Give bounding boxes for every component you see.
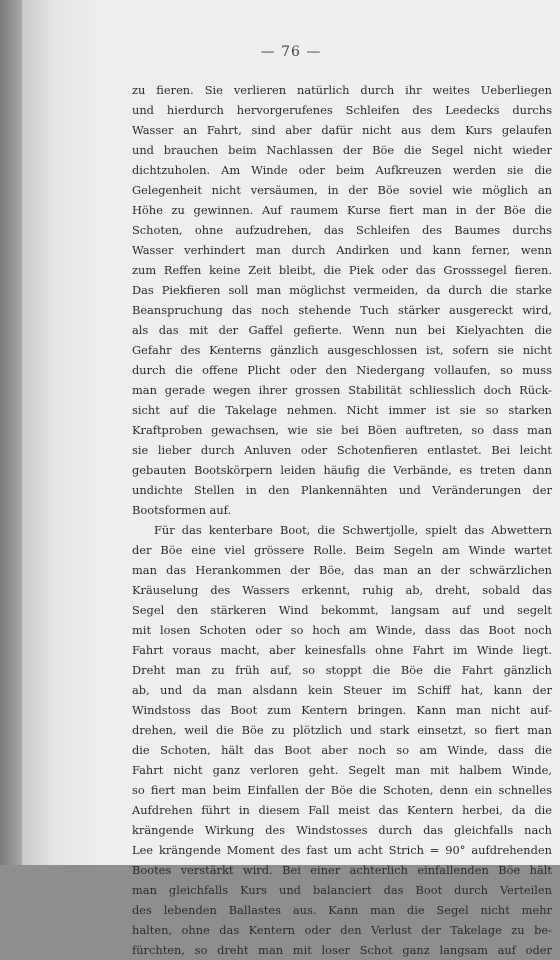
body-text [132,80,552,960]
text-line: Gelegenheit nicht versäumen, in der Böe soviel wie möglich an [132,183,552,197]
text-line: Windstoss das Boot zum Kentern bringen. Kann man nicht auf- [132,703,552,717]
text-line: Wasser verhindert man durch Andirken und kann ferner, wenn [132,243,552,257]
text-line: und brauchen beim Nachlassen der Böe die Segel nicht wieder [132,143,552,157]
page-number: — 76 — [260,44,322,60]
text-line: man gleichfalls Kurs und balanciert das Boot durch Verteilen [132,883,552,897]
text-line: Für das kenterbare Boot, die Schwertjolle, spielt das Abwettern [154,523,552,537]
text-line: Schoten, ohne aufzudrehen, das Schleifen des Baumes durchs [132,223,552,237]
text-line: Wasser an Fahrt, sind aber dafür nicht aus dem Kurs gelaufen [132,123,552,137]
text-line: Höhe zu gewinnen. Auf raumem Kurse fiert man in der Böe die [132,203,552,217]
text-line: als das mit der Gaffel gefierte. Wenn nun bei Kielyachten die [132,323,552,337]
text-line: die Schoten, hält das Boot aber noch so am Winde, dass die [132,743,552,757]
text-line: drehen, weil die Böe zu plötzlich und stark einsetzt, so fiert man [132,723,552,737]
text-line: dichtzuholen. Am Winde oder beim Aufkreuzen werden sie die [132,163,552,177]
text-line: so fiert man beim Einfallen der Böe die Schoten, denn ein schnelles [132,783,552,797]
text-line: fürchten, so dreht man mit loser Schot ganz langsam auf oder [132,943,552,957]
text-line: mit losen Schoten oder so hoch am Winde, dass das Boot noch [132,623,552,637]
text-line: halten, ohne das Kentern oder den Verlust der Takelage zu be- [132,923,552,937]
text-line: Bootes verstärkt wird. Bei einer achterlich einfallenden Böe hält [132,863,552,877]
text-line: Gefahr des Kenterns gänzlich ausgeschlossen ist, sofern sie nicht [132,343,552,357]
text-line: Fahrt nicht ganz verloren geht. Segelt man mit halbem Winde, [132,763,552,777]
text-line: Kräuselung des Wassers erkennt, ruhig ab, dreht, sobald das [132,583,552,597]
text-line: und hierdurch hervorgerufenes Schleifen des Leedecks durchs [132,103,552,117]
text-line: zum Reffen keine Zeit bleibt, die Piek oder das Grosssegel fieren. [132,263,552,277]
text-line: Aufdrehen führt in diesem Fall meist das Kentern herbei, da die [132,803,552,817]
text-line: sie lieber durch Anluven oder Schotenfieren entlastet. Bei leicht [132,443,552,457]
text-line: durch die offene Plicht oder den Niedergang vollaufen, so muss [132,363,552,377]
text-line: Beanspruchung das noch stehende Tuch stärker ausgereckt wird, [132,303,552,317]
text-line: zu fieren. Sie verlieren natürlich durch ihr weites Ueberliegen [132,83,552,97]
page-gutter-shadow [0,0,22,865]
text-line: der Böe eine viel grössere Rolle. Beim Segeln am Winde wartet [132,543,552,557]
book-page [22,0,560,957]
text-line: Lee krängende Moment des fast um acht Strich = 90° aufdrehenden [132,843,552,857]
text-line: ab, und da man alsdann kein Steuer im Schiff hat, kann der [132,683,552,697]
text-line: gebauten Bootskörpern leiden häufig die Verbände, es treten dann [132,463,552,477]
text-line: Das Piekfieren soll man möglichst vermeiden, da durch die starke [132,283,552,297]
text-line: man gerade wegen ihrer grossen Stabilität schliesslich doch Rück- [132,383,552,397]
text-line: undichte Stellen in den Plankennähten und Veränderungen der [132,483,552,497]
text-line: sicht auf die Takelage nehmen. Nicht immer ist sie so starken [132,403,552,417]
text-line: Dreht man zu früh auf, so stoppt die Böe die Fahrt gänzlich [132,663,552,677]
text-line: Segel den stärkeren Wind bekommt, langsam auf und segelt [132,603,552,617]
text-line: des lebenden Ballastes aus. Kann man die Segel nicht mehr [132,903,552,917]
text-line: krängende Wirkung des Windstosses durch das gleichfalls nach [132,823,552,837]
text-line: Fahrt voraus macht, aber keinesfalls ohne Fahrt im Winde liegt. [132,643,552,657]
text-line: Bootsformen auf. [132,503,232,517]
text-line: Kraftproben gewachsen, wie sie bei Böen auftreten, so dass man [132,423,552,437]
text-line: man das Herankommen der Böe, das man an der schwärzlichen [132,563,552,577]
